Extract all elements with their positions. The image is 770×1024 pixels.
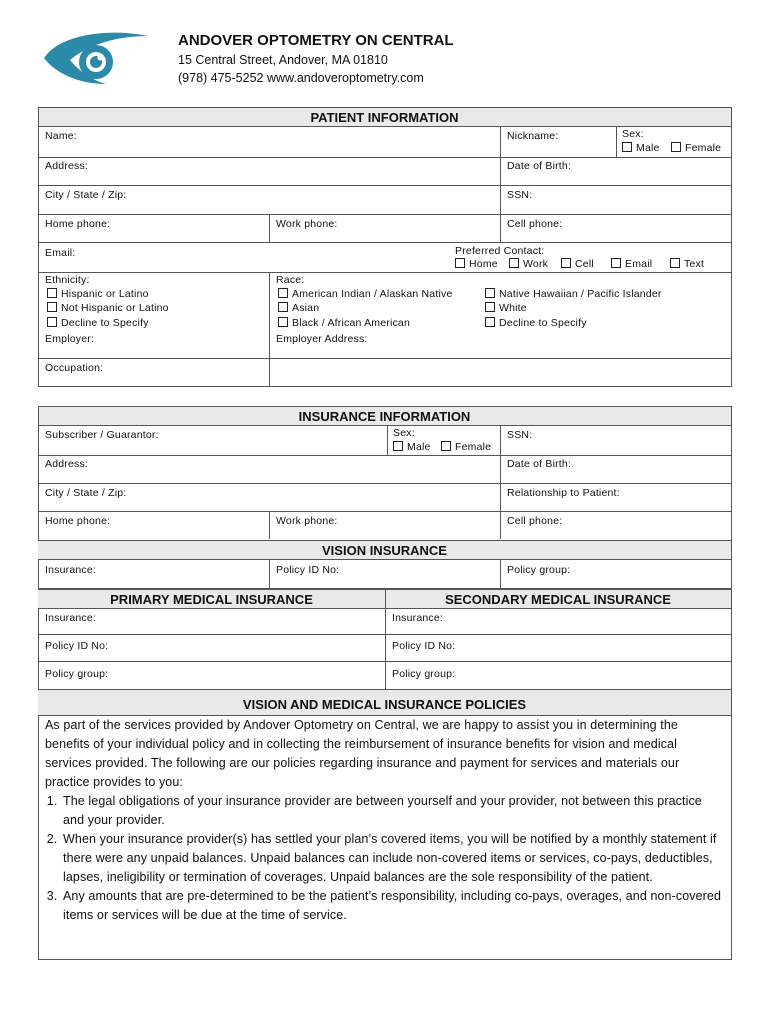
checkbox-icon[interactable] [485, 288, 495, 298]
patient-sex-male-option[interactable]: Male [622, 142, 660, 154]
primary-section-title: PRIMARY MEDICAL INSURANCE [110, 592, 313, 607]
race-asian-option[interactable]: Asian [278, 302, 319, 314]
contact-work-option[interactable]: Work [509, 258, 548, 270]
insurance-sex-male-option[interactable]: Male [393, 441, 431, 453]
practice-name: ANDOVER OPTOMETRY ON CENTRAL [178, 32, 454, 49]
checkbox-icon[interactable] [611, 258, 621, 268]
checkbox-icon[interactable] [671, 142, 681, 152]
insurance-section-title: INSURANCE INFORMATION [298, 409, 471, 424]
patient-section-title: PATIENT INFORMATION [310, 110, 459, 125]
employer-address-label: Employer Address: [276, 333, 368, 345]
contact-cell-option[interactable]: Cell [561, 258, 594, 270]
preferred-contact-label: Preferred Contact: [455, 245, 545, 257]
employer-label: Employer: [45, 333, 95, 345]
policies-body [45, 716, 725, 925]
patient-dob-label: Date of Birth: [507, 160, 572, 172]
patient-home-phone-label: Home phone: [45, 218, 111, 230]
practice-contact: (978) 475-5252 www.andoveroptometry.com [178, 71, 424, 85]
policy-item: 1. The legal obligations of your insurance provider are between yourself and your provider, not between this practice and your provider. [61, 792, 725, 830]
checkbox-icon[interactable] [278, 302, 288, 312]
secondary-policy-group-label: Policy group: [392, 668, 456, 680]
patient-city-label: City / State / Zip: [45, 189, 127, 201]
checkbox-icon[interactable] [670, 258, 680, 268]
patient-nickname-label: Nickname: [507, 130, 559, 142]
insurance-sex-label: Sex: [393, 427, 415, 439]
race-decline-option[interactable]: Decline to Specify [485, 317, 587, 329]
insurance-sex-female-option[interactable]: Female [441, 441, 491, 453]
ethnicity-not-hispanic-option[interactable]: Not Hispanic or Latino [47, 302, 169, 314]
checkbox-icon[interactable] [278, 317, 288, 327]
race-label: Race: [276, 274, 305, 286]
contact-text-option[interactable]: Text [670, 258, 704, 270]
insurance-ssn-label: SSN: [507, 429, 533, 441]
checkbox-icon[interactable] [441, 441, 451, 451]
checkbox-icon[interactable] [47, 302, 57, 312]
policies-list [45, 792, 725, 925]
vision-policy-group-label: Policy group: [507, 564, 571, 576]
contact-email-option[interactable]: Email [611, 258, 652, 270]
patient-name-label: Name: [45, 130, 77, 142]
checkbox-icon[interactable] [47, 317, 57, 327]
patient-email-label: Email: [45, 247, 76, 259]
race-american-indian-option[interactable]: American Indian / Alaskan Native [278, 288, 452, 300]
patient-ssn-label: SSN: [507, 189, 533, 201]
patient-address-label: Address: [45, 160, 89, 172]
policies-intro: As part of the services provided by Andover Optometry on Central, we are happy to assist you in determining the benefits of your individual policy and in collecting the reimbursement of insurance benefits for vision and medical services provided. The following are our policies regarding insurance and payment for services and materials our practice provides to you: [45, 718, 680, 789]
primary-insurance-label: Insurance: [45, 612, 97, 624]
checkbox-icon[interactable] [278, 288, 288, 298]
vision-insurance-label: Insurance: [45, 564, 97, 576]
patient-work-phone-label: Work phone: [276, 218, 338, 230]
ethnicity-decline-option[interactable]: Decline to Specify [47, 317, 149, 329]
patient-sex-label: Sex: [622, 128, 644, 140]
secondary-insurance-label: Insurance: [392, 612, 444, 624]
checkbox-icon[interactable] [485, 317, 495, 327]
insurance-dob-label: Date of Birth: [507, 458, 572, 470]
eye-logo-icon [40, 28, 152, 88]
insurance-address-label: Address: [45, 458, 89, 470]
secondary-section-title: SECONDARY MEDICAL INSURANCE [445, 592, 671, 607]
insurance-home-phone-label: Home phone: [45, 515, 111, 527]
relationship-label: Relationship to Patient: [507, 487, 620, 499]
race-black-option[interactable]: Black / African American [278, 317, 410, 329]
insurance-work-phone-label: Work phone: [276, 515, 338, 527]
patient-cell-phone-label: Cell phone: [507, 218, 563, 230]
insurance-city-label: City / State / Zip: [45, 487, 127, 499]
secondary-policy-id-label: Policy ID No: [392, 640, 456, 652]
practice-address: 15 Central Street, Andover, MA 01810 [178, 53, 388, 67]
race-native-hawaiian-option[interactable]: Native Hawaiian / Pacific Islander [485, 288, 662, 300]
occupation-label: Occupation: [45, 362, 104, 374]
checkbox-icon[interactable] [485, 302, 495, 312]
vision-policy-id-label: Policy ID No: [276, 564, 340, 576]
insurance-cell-phone-label: Cell phone: [507, 515, 563, 527]
checkbox-icon[interactable] [393, 441, 403, 451]
checkbox-icon[interactable] [455, 258, 465, 268]
primary-policy-group-label: Policy group: [45, 668, 109, 680]
patient-sex-female-option[interactable]: Female [671, 142, 721, 154]
policies-section-title: VISION AND MEDICAL INSURANCE POLICIES [242, 697, 527, 712]
contact-home-option[interactable]: Home [455, 258, 498, 270]
vision-section-title: VISION INSURANCE [322, 543, 447, 558]
checkbox-icon[interactable] [47, 288, 57, 298]
policy-item: 3. Any amounts that are pre-determined to be the patient’s responsibility, including co-pays, overages, and non-covered items or services will be due at the time of service. [61, 887, 725, 925]
checkbox-icon[interactable] [509, 258, 519, 268]
subscriber-label: Subscriber / Guarantor: [45, 429, 159, 441]
checkbox-icon[interactable] [561, 258, 571, 268]
checkbox-icon[interactable] [622, 142, 632, 152]
primary-policy-id-label: Policy ID No: [45, 640, 109, 652]
policy-item: 2. When your insurance provider(s) has settled your plan’s covered items, you will be notified by a monthly statement if there were any unpaid balances. Unpaid balances can include non-covered items or services, co-pays, deductibles, lapses, ineligibility or termination of coverages. Unpaid balances are the sole responsibility of the patient. [61, 830, 725, 887]
ethnicity-hispanic-option[interactable]: Hispanic or Latino [47, 288, 149, 300]
ethnicity-label: Ethnicity: [45, 274, 90, 286]
race-white-option[interactable]: White [485, 302, 527, 314]
